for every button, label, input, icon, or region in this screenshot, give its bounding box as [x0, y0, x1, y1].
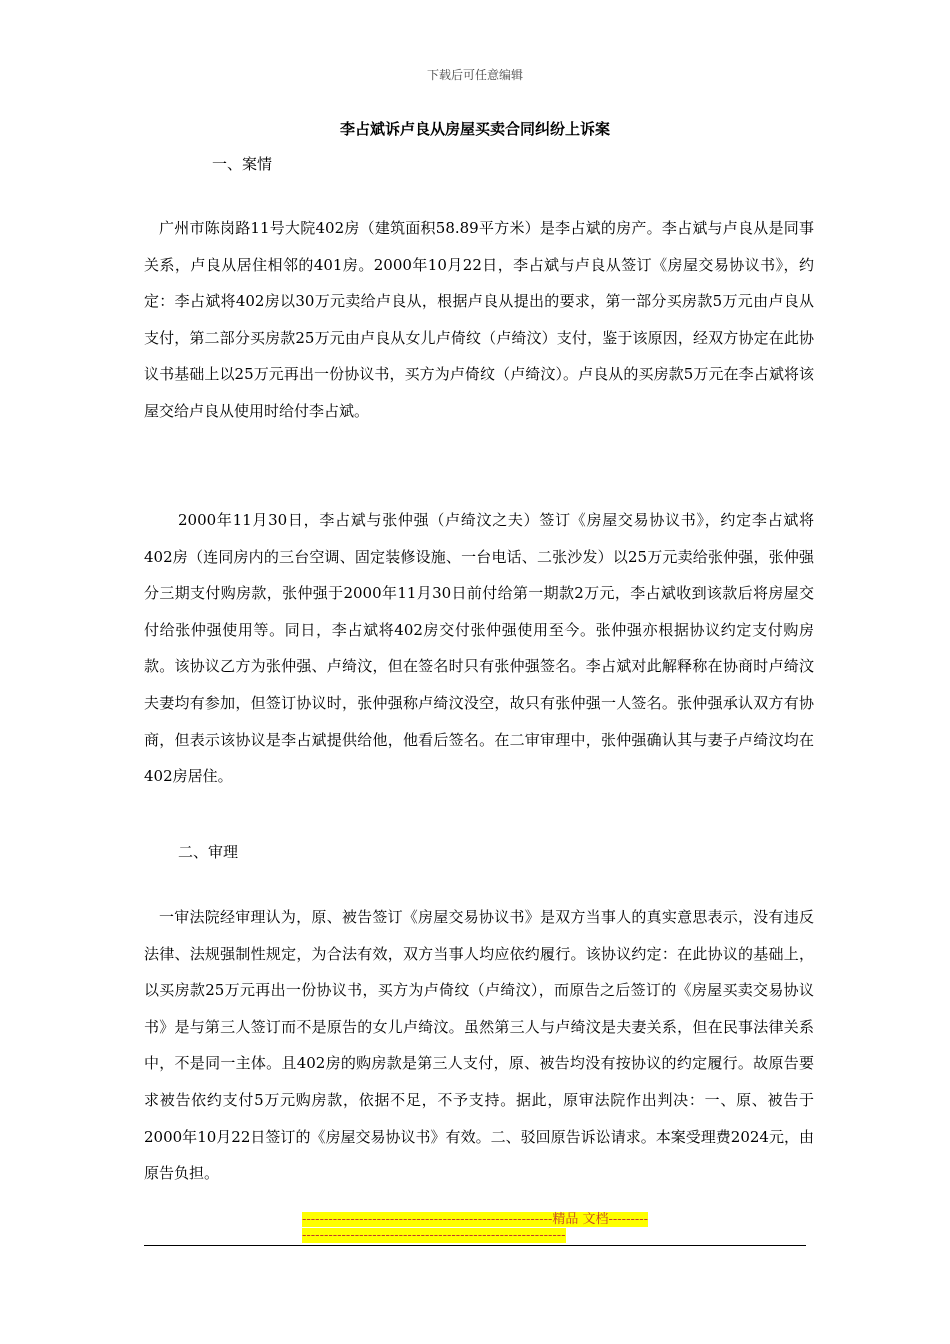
paragraph-case-1: 广州市陈岗路11号大院402房（建筑面积58.89平方米）是李占斌的房产。李占斌与卢良从是同事关系，卢良从居住相邻的401房。2000年10月22日，李占斌与卢良从签订《房屋交易协议书》，约定：李占斌将402房以30万元卖给卢良从，根据卢良从提出的要求，第一部分买房款5万元由卢良从支付，第二部分买房款25万元由卢良从女儿卢倚纹（卢绮汶）支付，鉴于该原因，经双方协定在此协议书基础上以25万元再出一份协议书，买方为卢倚纹（卢绮汶）。卢良从的买房款5万元在李占斌将该屋交给卢良从使用时给付李占斌。: [144, 219, 814, 420]
paragraph-trial-1: 一审法院经审理认为，原、被告签订《房屋交易协议书》是双方当事人的真实意思表示，没有违反法律、法规强制性规定，为合法有效，双方当事人均应依约履行。该协议约定：在此协议的基础上，以买房款25万元再出一份协议书，买方为卢倚纹（卢绮汶），而原告之后签订的《房屋买卖交易协议书》是与第三人签订而不是原告的女儿卢绮汶。虽然第三人与卢绮汶是夫妻关系，但在民事法律关系中，不是同一主体。且402房的购房款是第三人支付，原、被告均没有按协议的约定履行。故原告要求被告依约支付5万元购房款，依据不足，不予支持。据此，原审法院作出判决：一、原、被告于2000年10月22日签订的《房屋交易协议书》有效。二、驳回原告诉讼请求。本案受理费2024元，由原告负担。: [144, 908, 814, 1183]
footer-watermark-banner: [302, 1212, 650, 1244]
section-heading-case: 一、案情: [212, 155, 273, 173]
document-title: 李占斌诉卢良从房屋买卖合同纠纷上诉案: [339, 120, 610, 138]
section-heading-trial: 二、审理: [178, 843, 239, 861]
paragraph-case-2: 2000年11月30日，李占斌与张仲强（卢绮汶之夫）签订《房屋交易协议书》，约定李占斌将402房（连同房内的三台空调、固定装修设施、一台电话、二张沙发）以25万元卖给张仲强，张仲强分三期支付购房款，张仲强于2000年11月30日前付给第一期款2万元，李占斌收到该款后将房屋交付给张仲强使用等。同日，李占斌将402房交付张仲强使用至今。张仲强亦根据协议约定支付购房款。该协议乙方为张仲强、卢绮汶，但在签名时只有张仲强签名。李占斌对此解释称在协商时卢绮汶夫妻均有参加，但签订协议时，张仲强称卢绮汶没空，故只有张仲强一人签名。张仲强承认双方有协商，但表示该协议是李占斌提供给他，他看后签名。在二审审理中，张仲强确认其与妻子卢绮汶均在402房居住。: [144, 511, 814, 786]
footer-divider: [144, 1245, 806, 1246]
footer-banner-text: ---------------------------------------------------------精品 文档---------------------------------------------------------------------: [302, 1212, 649, 1243]
page-header: 下载后可任意编辑: [426, 68, 523, 82]
